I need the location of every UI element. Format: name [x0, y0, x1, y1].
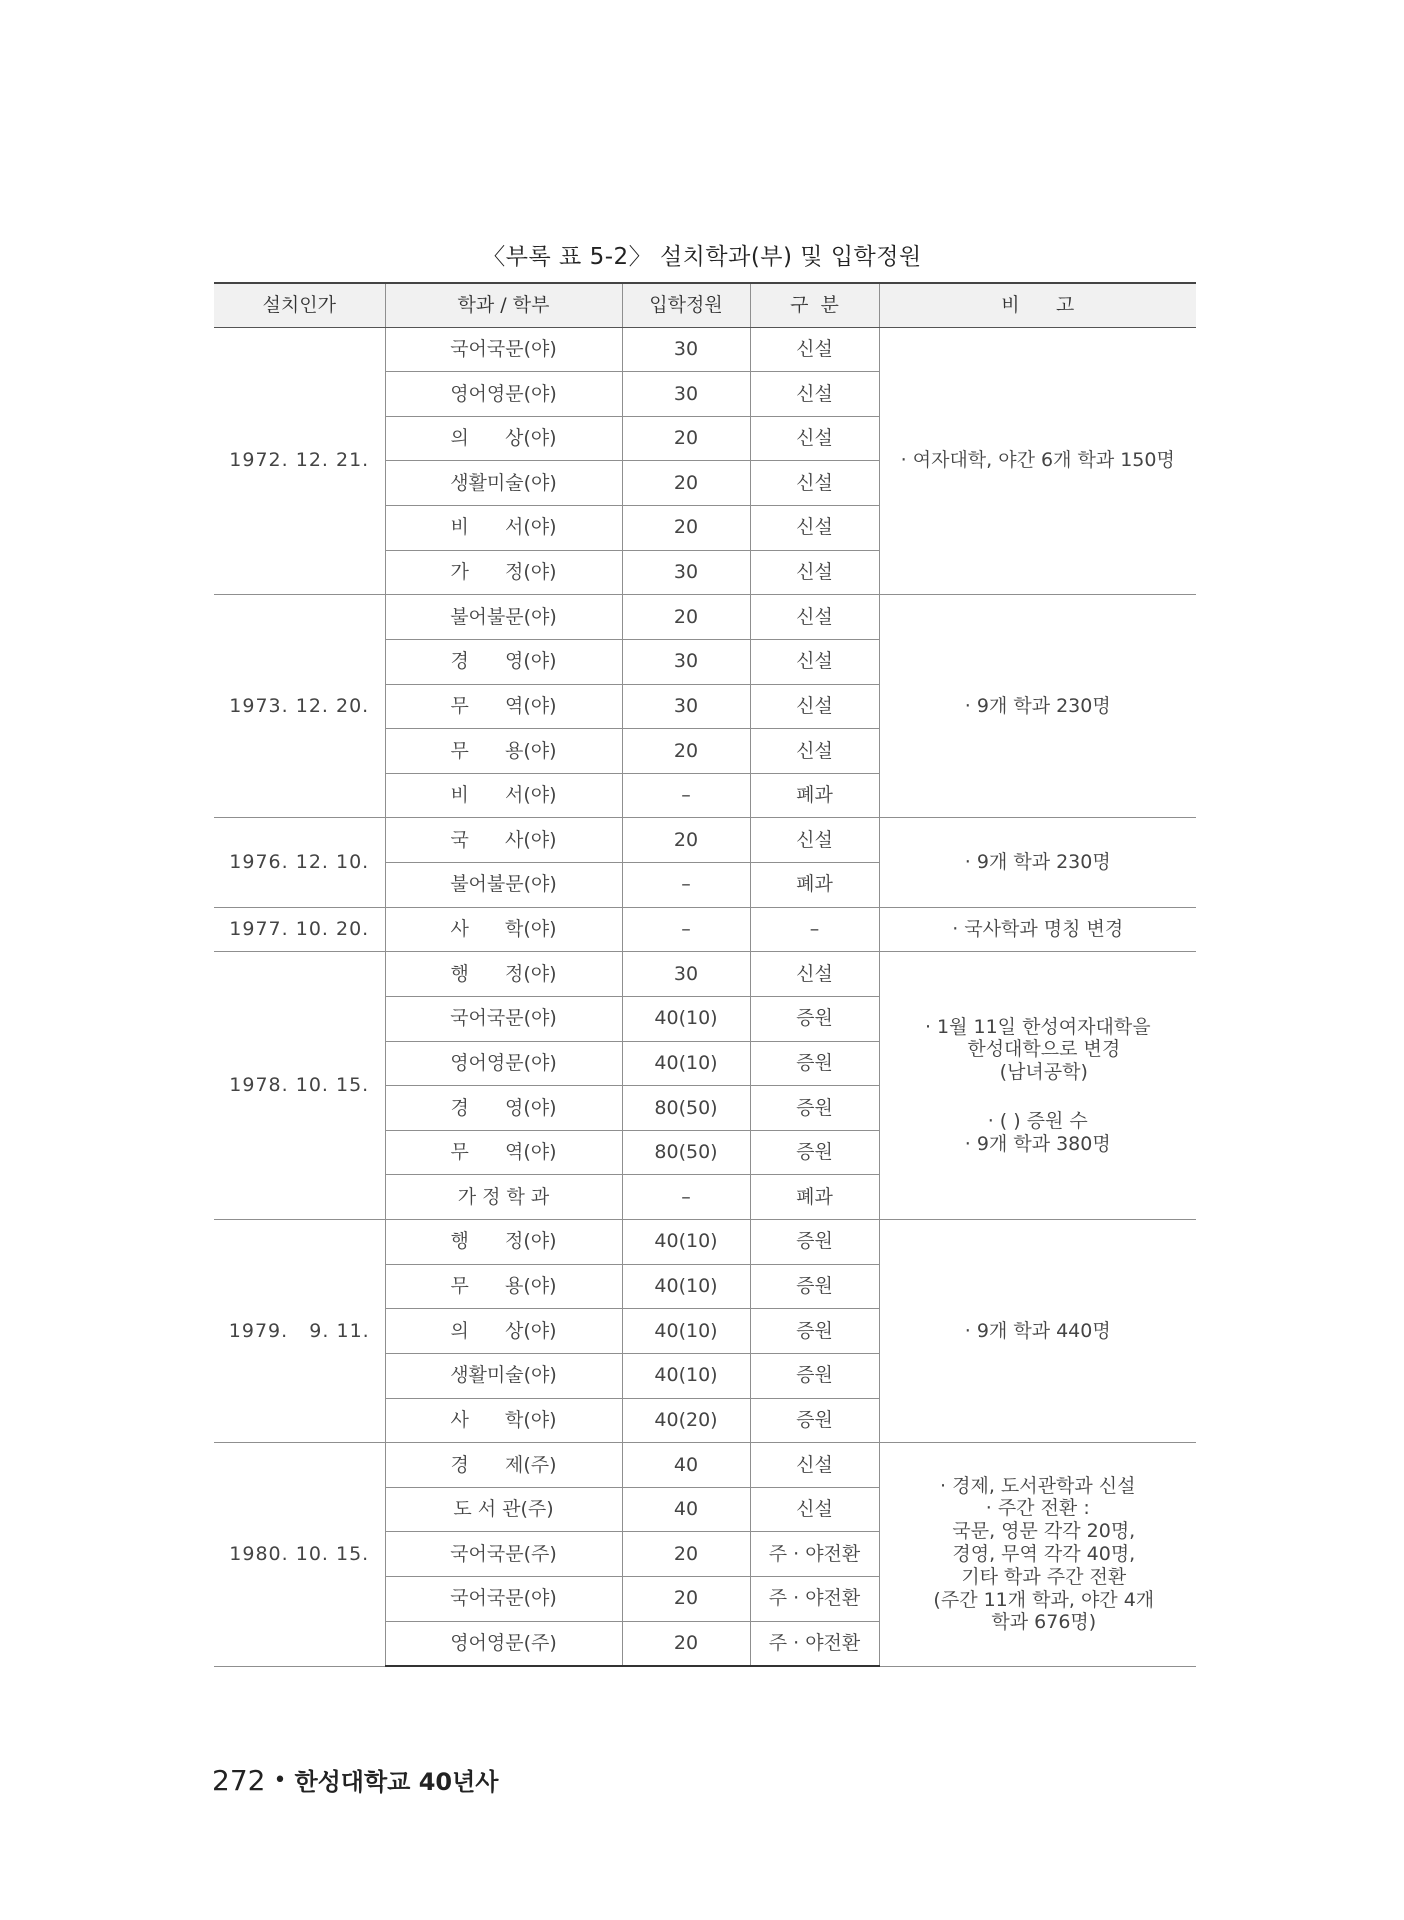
- table-row: [214, 327, 1196, 372]
- note-spacer: [880, 1084, 1197, 1110]
- header-date: 설치인가: [214, 283, 385, 327]
- quota-cell: 80(50): [622, 1130, 750, 1175]
- dept-cell: 사 학(야): [385, 907, 622, 952]
- quota-cell: 40(10): [622, 1220, 750, 1265]
- type-cell: 신설: [750, 461, 879, 506]
- dept-cell: 행 정(야): [385, 952, 622, 997]
- type-cell: 신설: [750, 416, 879, 461]
- dept-cell: 영어영문(주): [385, 1621, 622, 1666]
- quota-cell: 40(10): [622, 1353, 750, 1398]
- type-cell: 증원: [750, 1264, 879, 1309]
- note-cell: [879, 595, 1196, 818]
- quota-cell: 40(20): [622, 1398, 750, 1443]
- note-line: · 국사학과 명칭 변경: [952, 918, 1124, 941]
- note-line: · ( ) 증원 수: [987, 1110, 1088, 1133]
- quota-cell: 20: [622, 1532, 750, 1577]
- header-type: 구 분: [750, 283, 879, 327]
- quota-cell: 20: [622, 818, 750, 863]
- type-cell: 증원: [750, 1220, 879, 1265]
- type-cell: 신설: [750, 506, 879, 551]
- table-row: [214, 595, 1196, 640]
- quota-cell: 30: [622, 327, 750, 372]
- approval-date-cell: 1973. 12. 20.: [214, 595, 385, 818]
- type-cell: 신설: [750, 684, 879, 729]
- type-cell: 신설: [750, 372, 879, 417]
- header-dept: 학과 / 학부: [385, 283, 622, 327]
- quota-cell: 80(50): [622, 1086, 750, 1131]
- dept-cell: 도 서 관(주): [385, 1487, 622, 1532]
- quota-cell: 30: [622, 550, 750, 595]
- note-line: 경영, 무역 각각 40명,: [940, 1542, 1136, 1565]
- type-cell: 신설: [750, 595, 879, 640]
- type-cell: 증원: [750, 1398, 879, 1443]
- dept-cell: 국어국문(야): [385, 327, 622, 372]
- type-cell: 증원: [750, 996, 879, 1041]
- note-cell: [879, 818, 1196, 907]
- quota-cell: –: [622, 907, 750, 952]
- quota-cell: 20: [622, 1577, 750, 1622]
- table-row: [214, 818, 1196, 863]
- note-line: · 1월 11일 한성여자대학을: [924, 1015, 1151, 1038]
- type-cell: 주 · 야전환: [750, 1532, 879, 1577]
- note-line: · 경제, 도서관학과 신설: [940, 1474, 1136, 1497]
- quota-cell: 30: [622, 372, 750, 417]
- dept-cell: 경 영(야): [385, 639, 622, 684]
- quota-cell: –: [622, 773, 750, 818]
- note-line: 학과 676명): [979, 1611, 1097, 1634]
- note-line: · 9개 학과 230명: [964, 694, 1111, 717]
- quota-cell: 40: [622, 1443, 750, 1488]
- dept-cell: 불어불문(야): [385, 863, 622, 908]
- approval-date-cell: 1978. 10. 15.: [214, 952, 385, 1220]
- quota-cell: 40(10): [622, 996, 750, 1041]
- note-cell: [879, 907, 1196, 952]
- type-cell: 폐과: [750, 1175, 879, 1220]
- dept-cell: 비 서(야): [385, 773, 622, 818]
- type-cell: 신설: [750, 729, 879, 774]
- table-row: [214, 1443, 1196, 1488]
- note-line: · 여자대학, 야간 6개 학과 150명: [900, 449, 1175, 472]
- dept-cell: 행 정(야): [385, 1220, 622, 1265]
- quota-cell: 20: [622, 729, 750, 774]
- type-cell: 증원: [750, 1353, 879, 1398]
- note-line: · 주간 전환 :: [985, 1497, 1090, 1520]
- dept-cell: 무 용(야): [385, 729, 622, 774]
- quota-cell: 20: [622, 595, 750, 640]
- type-cell: 증원: [750, 1041, 879, 1086]
- quota-cell: 20: [622, 461, 750, 506]
- note-cell: [879, 1443, 1196, 1666]
- type-cell: 증원: [750, 1086, 879, 1131]
- type-cell: 신설: [750, 818, 879, 863]
- type-cell: 신설: [750, 639, 879, 684]
- type-cell: 증원: [750, 1130, 879, 1175]
- dept-cell: 영어영문(야): [385, 1041, 622, 1086]
- dept-cell: 생활미술(야): [385, 1353, 622, 1398]
- quota-cell: 20: [622, 416, 750, 461]
- dept-cell: 사 학(야): [385, 1398, 622, 1443]
- type-cell: 증원: [750, 1309, 879, 1354]
- note-cell: [879, 327, 1196, 595]
- quota-cell: 40(10): [622, 1264, 750, 1309]
- type-cell: 신설: [750, 952, 879, 997]
- type-cell: 폐과: [750, 773, 879, 818]
- quota-cell: 20: [622, 1621, 750, 1666]
- dept-cell: 경 영(야): [385, 1086, 622, 1131]
- dept-cell: 국 사(야): [385, 818, 622, 863]
- dept-cell: 영어영문(야): [385, 372, 622, 417]
- header-quota: 입학정원: [622, 283, 750, 327]
- dept-cell: 무 역(야): [385, 684, 622, 729]
- type-cell: –: [750, 907, 879, 952]
- note-line: 한성대학으로 변경: [955, 1038, 1121, 1061]
- admission-table: [214, 282, 1196, 1667]
- book-title: 한성대학교 40년사: [294, 1768, 499, 1796]
- note-line: · 9개 학과 380명: [964, 1132, 1111, 1155]
- table-row: [214, 952, 1196, 997]
- table-row: [214, 1220, 1196, 1265]
- note-line: 기타 학과 주간 전환: [949, 1565, 1127, 1588]
- note-line: (주간 11개 학과, 야간 4개: [921, 1588, 1155, 1611]
- quota-cell: –: [622, 863, 750, 908]
- quota-cell: 40(10): [622, 1041, 750, 1086]
- page-footer: [212, 1762, 498, 1797]
- quota-cell: 20: [622, 506, 750, 551]
- footer-bullet: •: [273, 1768, 287, 1793]
- approval-date-cell: 1972. 12. 21.: [214, 327, 385, 595]
- dept-cell: 가 정 학 과: [385, 1175, 622, 1220]
- note-cell: [879, 1220, 1196, 1443]
- type-cell: 주 · 야전환: [750, 1577, 879, 1622]
- dept-cell: 생활미술(야): [385, 461, 622, 506]
- dept-cell: 가 정(야): [385, 550, 622, 595]
- quota-cell: 40: [622, 1487, 750, 1532]
- table-row: [214, 907, 1196, 952]
- type-cell: 폐과: [750, 863, 879, 908]
- dept-cell: 비 서(야): [385, 506, 622, 551]
- note-cell: [879, 952, 1196, 1220]
- dept-cell: 국어국문(주): [385, 1532, 622, 1577]
- quota-cell: 30: [622, 639, 750, 684]
- dept-cell: 국어국문(야): [385, 1577, 622, 1622]
- dept-cell: 무 용(야): [385, 1264, 622, 1309]
- dept-cell: 무 역(야): [385, 1130, 622, 1175]
- note-line: 국문, 영문 각각 20명,: [940, 1520, 1136, 1543]
- dept-cell: 의 상(야): [385, 416, 622, 461]
- quota-cell: –: [622, 1175, 750, 1220]
- dept-cell: 경 제(주): [385, 1443, 622, 1488]
- approval-date-cell: 1977. 10. 20.: [214, 907, 385, 952]
- type-cell: 신설: [750, 327, 879, 372]
- dept-cell: 불어불문(야): [385, 595, 622, 640]
- quota-cell: 40(10): [622, 1309, 750, 1354]
- table-header-row: [214, 283, 1196, 327]
- note-line: · 9개 학과 230명: [964, 851, 1111, 874]
- note-line: (남녀공학): [987, 1061, 1088, 1084]
- quota-cell: 30: [622, 684, 750, 729]
- header-note: 비 고: [879, 283, 1196, 327]
- table-body: [214, 327, 1196, 1666]
- quota-cell: 30: [622, 952, 750, 997]
- dept-cell: 국어국문(야): [385, 996, 622, 1041]
- approval-date-cell: 1976. 12. 10.: [214, 818, 385, 907]
- type-cell: 신설: [750, 1487, 879, 1532]
- approval-date-cell: 1979. 9. 11.: [214, 1220, 385, 1443]
- type-cell: 신설: [750, 550, 879, 595]
- page-number: 272: [212, 1764, 266, 1797]
- type-cell: 신설: [750, 1443, 879, 1488]
- table-caption: 〈부록 표 5-2〉 설치학과(부) 및 입학정원: [482, 244, 922, 270]
- type-cell: 주 · 야전환: [750, 1621, 879, 1666]
- approval-date-cell: 1980. 10. 15.: [214, 1443, 385, 1666]
- note-line: · 9개 학과 440명: [964, 1319, 1111, 1342]
- dept-cell: 의 상(야): [385, 1309, 622, 1354]
